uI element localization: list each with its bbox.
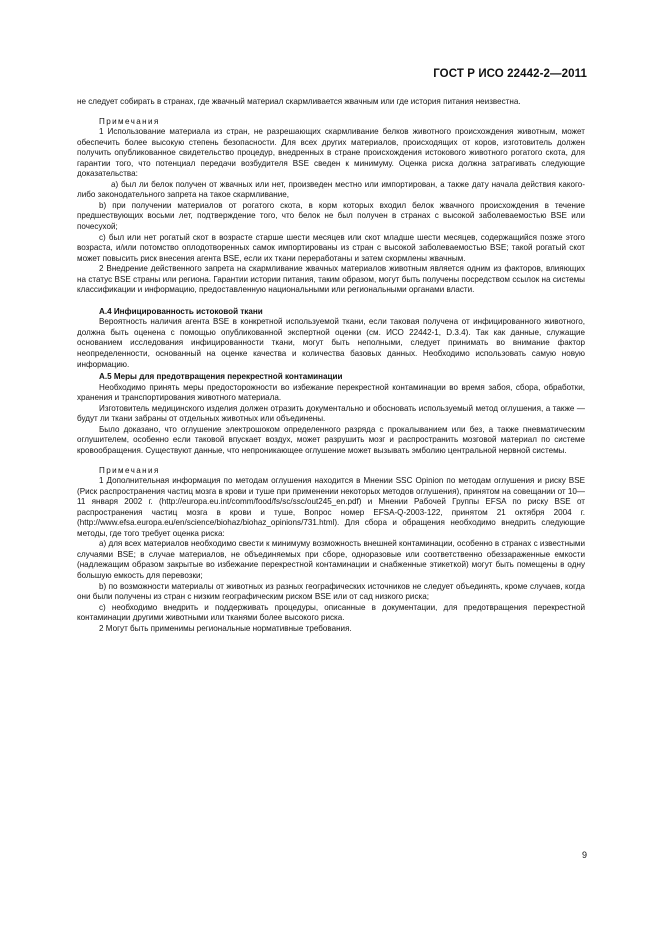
- note-1-item-a: a) был ли белок получен от жвачных или нет, произведен местно или импортирован, а также дату начала действия какого-либо законодательного запрета на такое скармливание,: [77, 179, 585, 200]
- paragraph-continuation: не следует собирать в странах, где жвачный материал скармливается жвачным или где история питания неизвестна.: [77, 97, 521, 106]
- section-a5-title: А.5 Меры для предотвращения перекрестной контаминации: [99, 372, 343, 382]
- section-a5-paragraph-2: Изготовитель медицинского изделия должен отразить документально и обосновать используемый метод оглушения, а также — будут ли ткани забраны от отдельных животных или объединены.: [77, 403, 585, 424]
- section-a5-paragraph-3: Было доказано, что оглушение электрошоком определенного разряда с прокалыванием или без, а также пневматическим оглушителем, особенно если таковой впускает воздух, может разрушить мозг и распространить мозговой материал по системе кровообращения. Существуют данные, что непроникающее оглушение может вызывать эмболию центральной нервной системы.: [77, 424, 585, 455]
- section-a4-paragraph: Вероятность наличия агента BSE в конкретной используемой ткани, если таковая получена от инфицированного животного, должна быть оценена с помощью опубликованной экспертной оценки (см. ИСО 22442-1, D.3.4). Так как данные, служащие основанием исследования инфицированности ткани, могут быть неполными, следует принимать во внимание фактор неопределенности, основанный на оценке качества и количества базовых данных. Необходимо использовать самую новую информацию.: [77, 317, 585, 369]
- note-1-item-c: c) был или нет рогатый скот в возрасте старше шести месяцев или скот младше шести месяцев, содержащийся позже этого возраста, и/или потомство оплодотворенных самок импортированы из стран с высокой заболеваемостью BSE; такой рогатый скот может повысить риск внесения агента BSE, если их ткани переработаны и затем скормлены жвачным.: [77, 232, 585, 263]
- note-1: 1 Использование материала из стран, не разрешающих скармливание белков животного происхождения животным, может обеспечить более высокую степень безопасности. Для всех других материалов, происходящих от коров, изготовитель должен получить опубликованное свидетельство процедур, внедренных в стране происхождения истокового животного рогатого скота, для гарантии того, что потенциал передачи возбудителя BSE сведен к минимуму. Оценка риска должна затрагивать следующие доказательства:: [77, 127, 585, 179]
- note2-item-c: c) необходимо внедрить и поддерживать процедуры, описанные в документации, для предотвращения перекрестной контаминации другими животными или тканями более высокого риска.: [77, 602, 585, 623]
- section-a5-paragraph-1: Необходимо принять меры предосторожности во избежание перекрестной контаминации во время забоя, сбора, обработки, хранения и транспортирования животного материала.: [77, 382, 585, 403]
- note2-item-b: b) по возможности материалы от животных из разных географических источников не следует объединять, кроме случаев, когда они были получены из стран с низким географическим риском BSE или от сад низкого риска;: [77, 581, 585, 602]
- note-2: 2 Внедрение действенного запрета на скармливание жвачных материалов животным является одним из факторов, влияющих на статус BSE страны или региона. Гарантии истории питания, таким образом, могут быть получены посредством ссылок на системы классификации и информацию, предоставленную национальными или региональными органами власти.: [77, 264, 585, 295]
- document-body: [77, 97, 585, 634]
- notes-label: Примечания: [99, 116, 160, 126]
- document-header: ГОСТ Р ИСО 22442-2—2011: [433, 68, 587, 80]
- note-1-item-b: b) при получении материалов от рогатого скота, в корм которых входил белок жвачного происхождения в течение предшествующих восьми лет, подтверждение того, что белок не был получен в странах с высокой заболеваемостью BSE или почесухой;: [77, 200, 585, 232]
- page-number: 9: [581, 850, 587, 860]
- notes-label-2: Примечания: [99, 465, 160, 475]
- section-a4-title: А.4 Инфицированность истоковой ткани: [99, 306, 263, 316]
- note2-item-a: a) для всех материалов необходимо свести к минимуму возможность внешней контаминации, особенно в странах с известными случаями BSE; в случае материалов, не объединяемых при сборе, одноразовые или соответственно обеззараженные емкости (надлежащим образом закрытые во избежание перекрестной контаминации и снабженные этикеткой) могут быть помещены в одну большую емкость для перевозки;: [77, 539, 585, 580]
- note2-2: 2 Могут быть применимы региональные нормативные требования.: [99, 623, 352, 633]
- note2-1: 1 Дополнительная информация по методам оглушения находится в Мнении SSC Opinion по методам оглушения и риску BSE (Риск распространения частиц мозга в крови и туше при применении некоторых методов оглушения), принятом на совещании от 10—11 января 2002 г. (http://europa.eu.int/comm/food/fs/sc/ssc/out245_en.pdf) и Мнении Рабочей Группы EFSA по риску BSE от распространения частиц мозга в крови и туше, Вопрос номер EFSA-Q-2003-122, принятом 21 октября 2004 г. (http://www.efsa.europa.eu/en/science/biohaz/biohaz_opinions/731.html). Для сбора и обращения необходимо внедрить следующие методы, где того требует оценка риска:: [77, 476, 585, 538]
